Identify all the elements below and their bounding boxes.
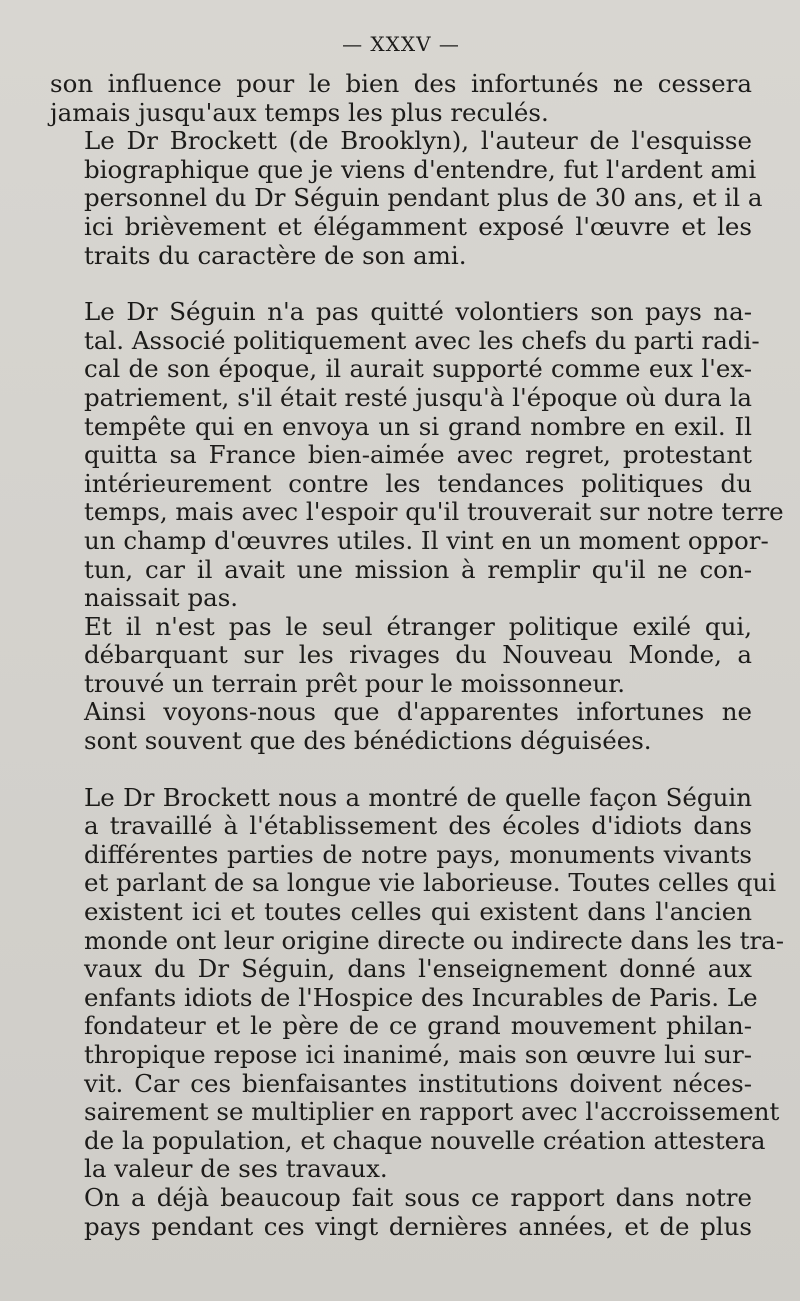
text-line: pays pendant ces vingt dernières années, et de plus bbox=[84, 1211, 752, 1241]
text-line: trouvé un terrain prêt pour le moissonneur. bbox=[84, 668, 626, 698]
text-line: Et il n'est pas le seul étranger politique exilé qui, bbox=[84, 611, 752, 641]
text-line: de la population, et chaque nouvelle création attestera bbox=[84, 1125, 766, 1155]
text-line: temps, mais avec l'espoir qu'il trouverait sur notre terre bbox=[84, 497, 784, 527]
text-line: différentes parties de notre pays, monuments vivants bbox=[84, 839, 752, 869]
text-line: et parlant de sa longue vie laborieuse. Toutes celles qui bbox=[84, 868, 777, 898]
text-line: biographique que je viens d'entendre, fut l'ardent ami bbox=[84, 154, 757, 184]
text-line: Le Dr Séguin n'a pas quitté volontiers son pays na- bbox=[84, 297, 752, 327]
section-break bbox=[50, 270, 752, 298]
text-line: ici brièvement et élégamment exposé l'œuvre et les bbox=[84, 211, 752, 241]
paragraph bbox=[50, 1184, 752, 1241]
text-line: existent ici et toutes celles qui existent dans l'ancien bbox=[84, 897, 752, 927]
page-header: — XXXV — bbox=[342, 32, 460, 56]
text-line: enfants idiots de l'Hospice des Incurables de Paris. Le bbox=[84, 982, 758, 1012]
text-line: Le Dr Brockett nous a montré de quelle façon Séguin bbox=[84, 782, 752, 812]
text-line: tun, car il avait une mission à remplir qu'il ne con- bbox=[84, 554, 752, 584]
text-line: patriement, s'il était resté jusqu'à l'époque où dura la bbox=[84, 382, 752, 412]
text-line: On a déjà beaucoup fait sous ce rapport dans notre bbox=[84, 1182, 752, 1212]
text-line: un champ d'œuvres utiles. Il vint en un moment oppor- bbox=[84, 525, 769, 555]
text-line: vit. Car ces bienfaisantes institutions doivent néces- bbox=[84, 1068, 752, 1098]
text-line: jamais jusqu'aux temps les plus reculés. bbox=[50, 97, 549, 127]
text-line: sont souvent que des bénédictions déguisées. bbox=[84, 726, 652, 756]
text-line: tal. Associé politiquement avec les chefs du parti radi- bbox=[84, 325, 760, 355]
text-line: thropique repose ici inanimé, mais son œuvre lui sur- bbox=[84, 1040, 752, 1069]
text-line: son influence pour le bien des infortunés ne cessera bbox=[50, 69, 752, 98]
paragraph bbox=[50, 70, 752, 127]
text-line: a travaillé à l'établissement des écoles d'idiots dans bbox=[84, 811, 752, 841]
section-break bbox=[50, 756, 752, 784]
text-line: sairement se multiplier en rapport avec l'accroissement bbox=[84, 1097, 780, 1127]
paragraph bbox=[50, 698, 752, 755]
text-line: personnel du Dr Séguin pendant plus de 30 ans, et il a bbox=[84, 183, 763, 213]
text-line: intérieurement contre les tendances politiques du bbox=[84, 468, 752, 498]
text-line: débarquant sur les rivages du Nouveau Monde, a bbox=[84, 640, 752, 670]
text-line: monde ont leur origine directe ou indirecte dans les tra- bbox=[84, 925, 785, 955]
text-line: tempête qui en envoya un si grand nombre en exil. Il bbox=[84, 411, 752, 441]
paragraph bbox=[50, 126, 763, 270]
text-line: traits du caractère de son ami. bbox=[84, 240, 467, 270]
text-line: Ainsi voyons-nous que d'apparentes infortunes ne bbox=[84, 697, 752, 727]
paragraph bbox=[50, 782, 785, 1184]
text-line: cal de son époque, il aurait supporté comme eux l'ex- bbox=[84, 354, 752, 384]
text-line: vaux du Dr Séguin, dans l'enseignement donné aux bbox=[84, 954, 752, 984]
document-body bbox=[50, 69, 785, 1241]
text-line: naissait pas. bbox=[84, 583, 239, 613]
text-line: la valeur de ses travaux. bbox=[84, 1154, 388, 1184]
text-line: quitta sa France bien-aimée avec regret, protestant bbox=[84, 440, 752, 470]
paragraph bbox=[50, 613, 752, 699]
paragraph bbox=[50, 297, 784, 613]
text-line: Le Dr Brockett (de Brooklyn), l'auteur de l'esquisse bbox=[84, 126, 752, 156]
text-line: fondateur et le père de ce grand mouvement philan- bbox=[84, 1011, 752, 1041]
